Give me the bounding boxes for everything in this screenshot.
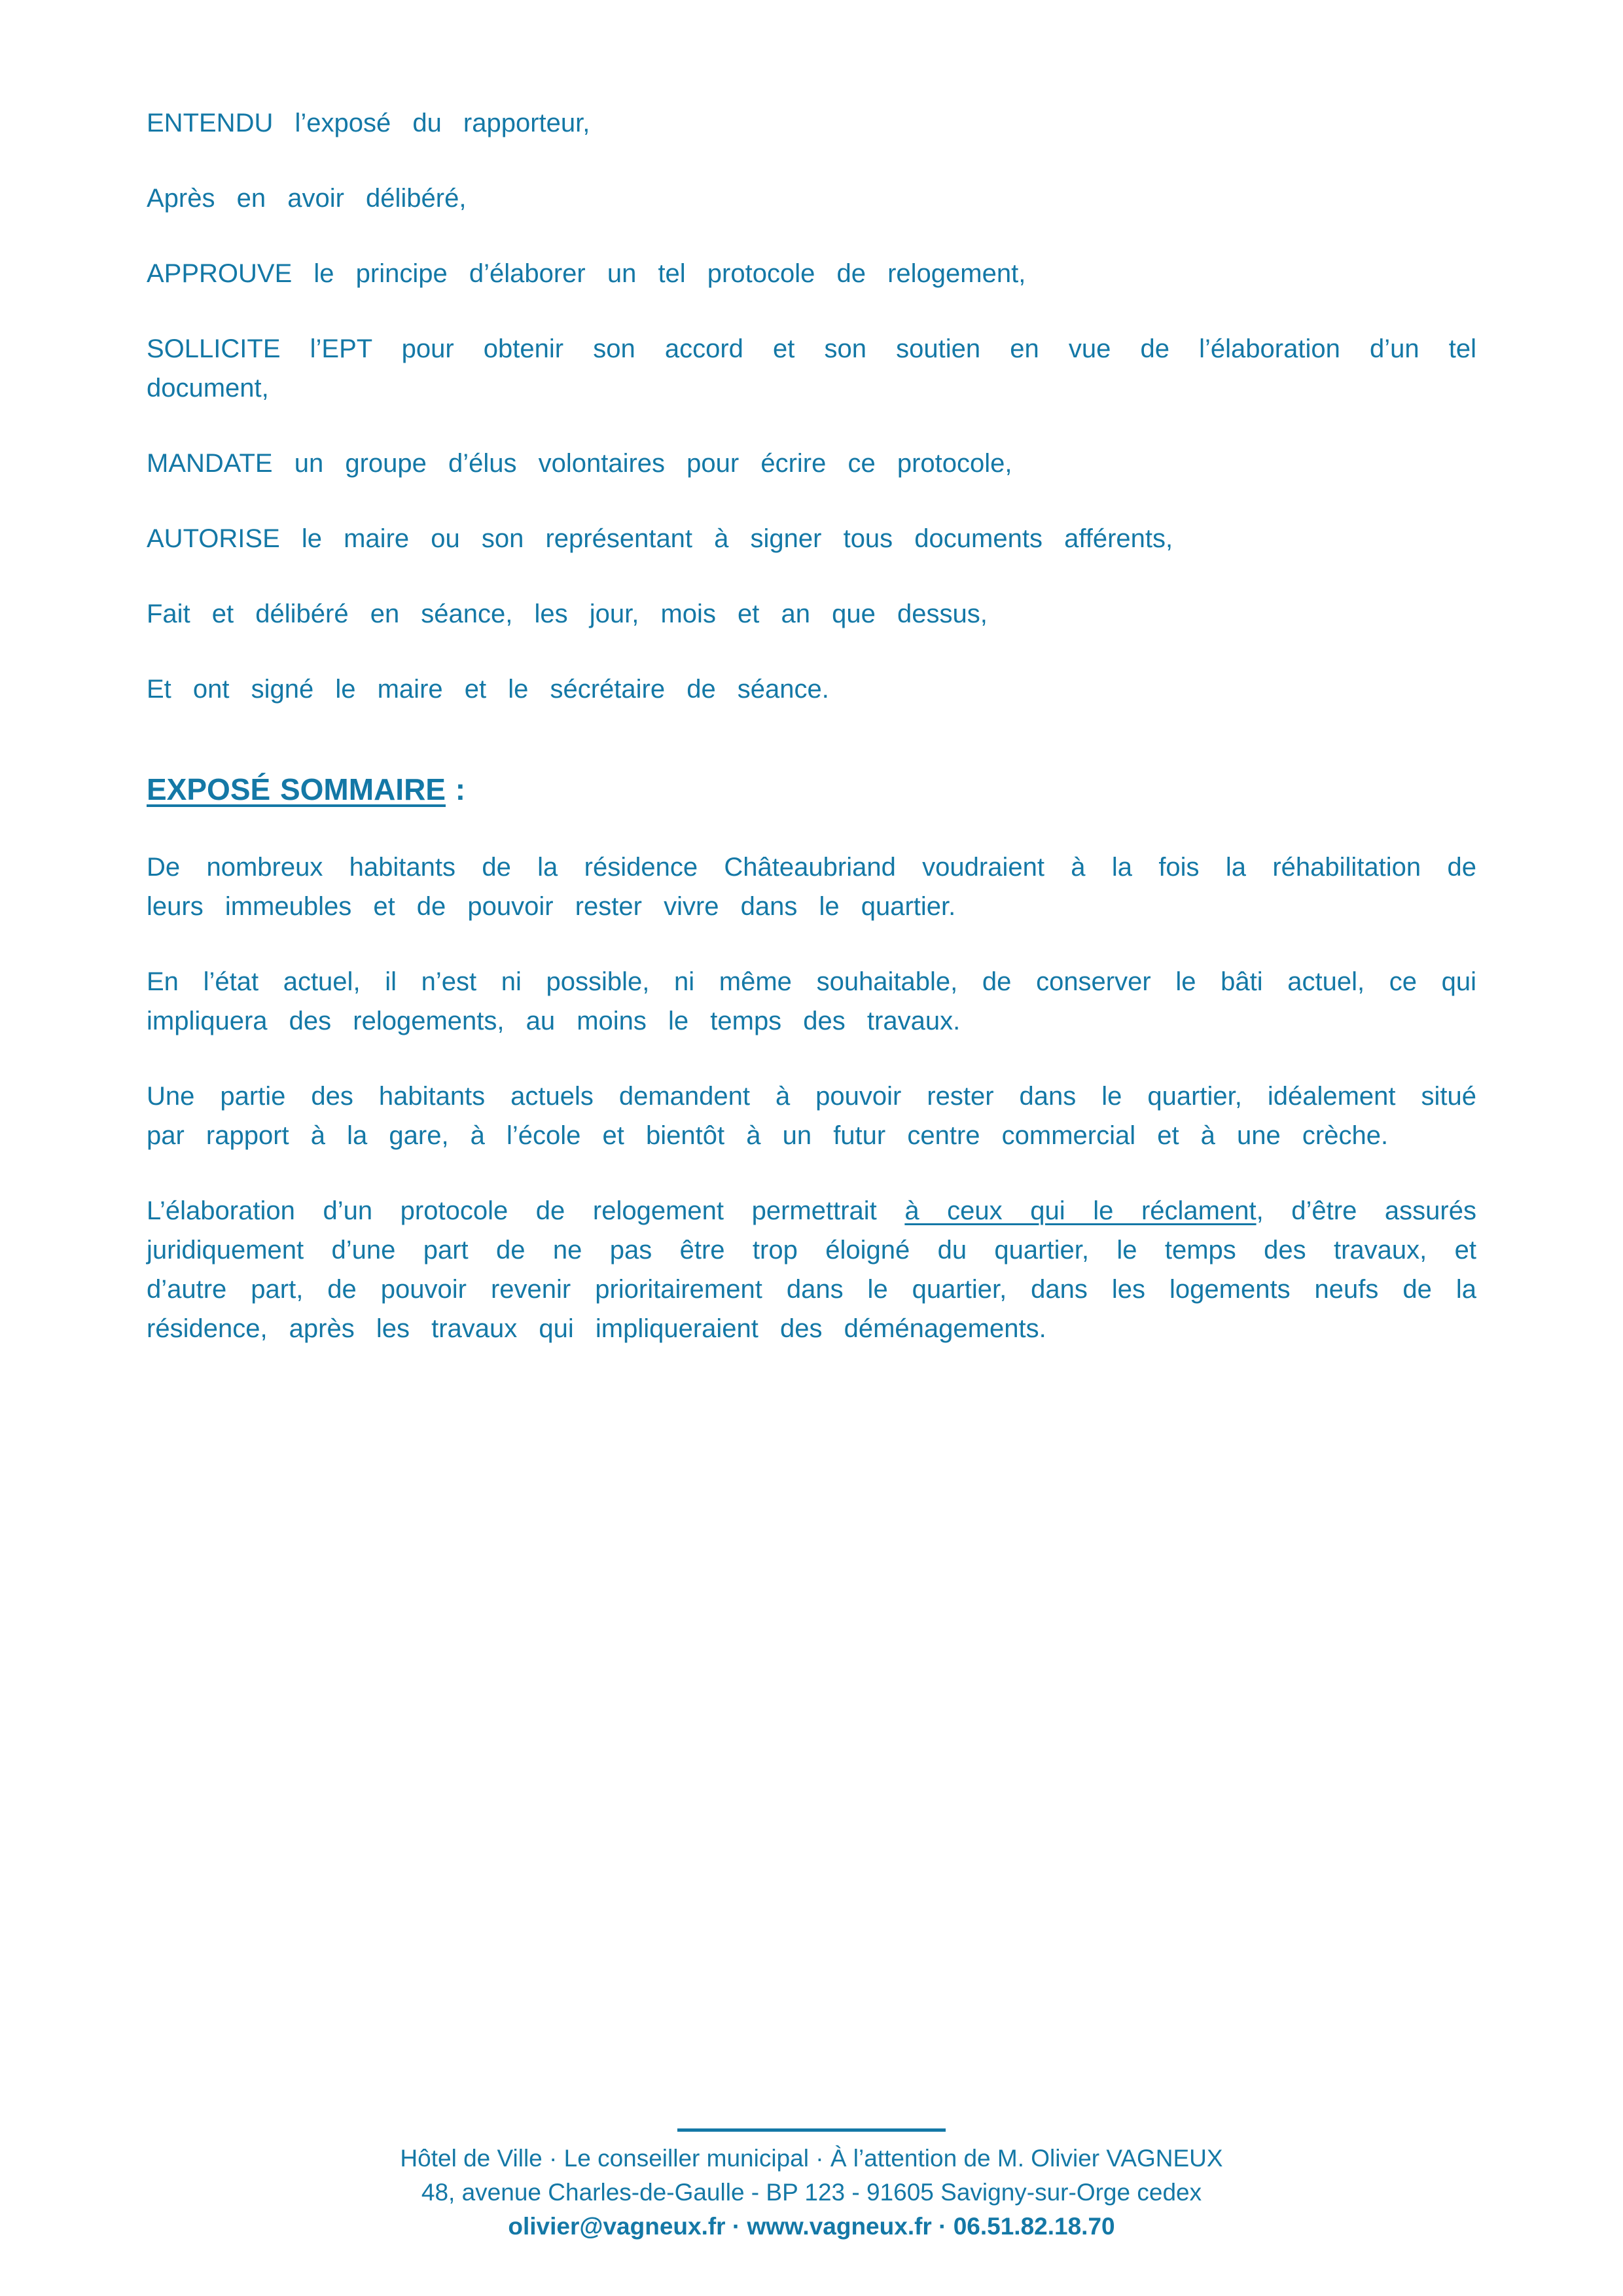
footer-address-line-2: 48, avenue Charles-de-Gaulle - BP 123 - 91605 Savigny-sur-Orge cedex bbox=[421, 2179, 1202, 2206]
resolution-approuve: APPROUVE le principe d’élaborer un tel protocole de relogement, bbox=[147, 259, 1026, 288]
summary-heading bbox=[147, 769, 1476, 810]
summary-paragraph-2: En l’état actuel, il n’est ni possible, ni même souhaitable, de conserver le bâti actuel, ce qui impliquera des relogements, au moins le temps des travaux. bbox=[147, 967, 1476, 1035]
summary-paragraph-1: De nombreux habitants de la résidence Châteaubriand voudraient à la fois la réhabilitation de leurs immeubles et de pouvoir rester vivre dans le quartier. bbox=[147, 853, 1476, 921]
summary-paragraph-4 bbox=[147, 1191, 1476, 1348]
resolution-mandate: MANDATE un groupe d’élus volontaires pour écrire ce protocole, bbox=[147, 449, 1012, 478]
resolution-entendu: ENTENDU l’exposé du rapporteur, bbox=[147, 109, 590, 137]
summary-paragraph-4-rest: , d’être assurés juridiquement d’une part de ne pas être trop éloigné du quartier, le temps des travaux, et d’autre part, de pouvoir revenir prioritairement dans le quartier, dans les logements neufs de la résidence, après les travaux qui impliqueraient des déménagements. bbox=[147, 1196, 1476, 1343]
summary-paragraph-4-lead: L’élaboration d’un protocole de relogement permettrait bbox=[147, 1196, 905, 1225]
footer bbox=[0, 2142, 1623, 2244]
summary-paragraph-4-underlined-phrase: à ceux qui le réclament bbox=[904, 1196, 1257, 1225]
summary-heading-underlined-text: EXPOSÉ SOMMAIRE bbox=[147, 772, 446, 806]
resolution-fait-delibere: Fait et délibéré en séance, les jour, mois et an que dessus, bbox=[147, 600, 988, 628]
resolution-signatures: Et ont signé le maire et le sécrétaire de séance. bbox=[147, 675, 829, 704]
summary-heading-colon: : bbox=[445, 772, 466, 806]
footer-contact-line: olivier@vagneux.fr · www.vagneux.fr · 06.51.82.18.70 bbox=[508, 2213, 1115, 2240]
summary-paragraph-3: Une partie des habitants actuels demandent à pouvoir rester dans le quartier, idéalement situé par rapport à la gare, à l’école et bientôt à un futur centre commercial et à une crèche. bbox=[147, 1082, 1476, 1150]
resolution-autorise: AUTORISE le maire ou son représentant à signer tous documents afférents, bbox=[147, 524, 1173, 553]
resolution-apres-deliberation: Après en avoir délibéré, bbox=[147, 184, 467, 213]
footer-address-line-1: Hôtel de Ville · Le conseiller municipal · À l’attention de M. Olivier VAGNEUX bbox=[400, 2145, 1223, 2172]
resolution-sollicite: SOLLICITE l’EPT pour obtenir son accord et son soutien en vue de l’élaboration d’un tel document, bbox=[147, 334, 1476, 403]
footer-separator-line bbox=[677, 2128, 946, 2132]
